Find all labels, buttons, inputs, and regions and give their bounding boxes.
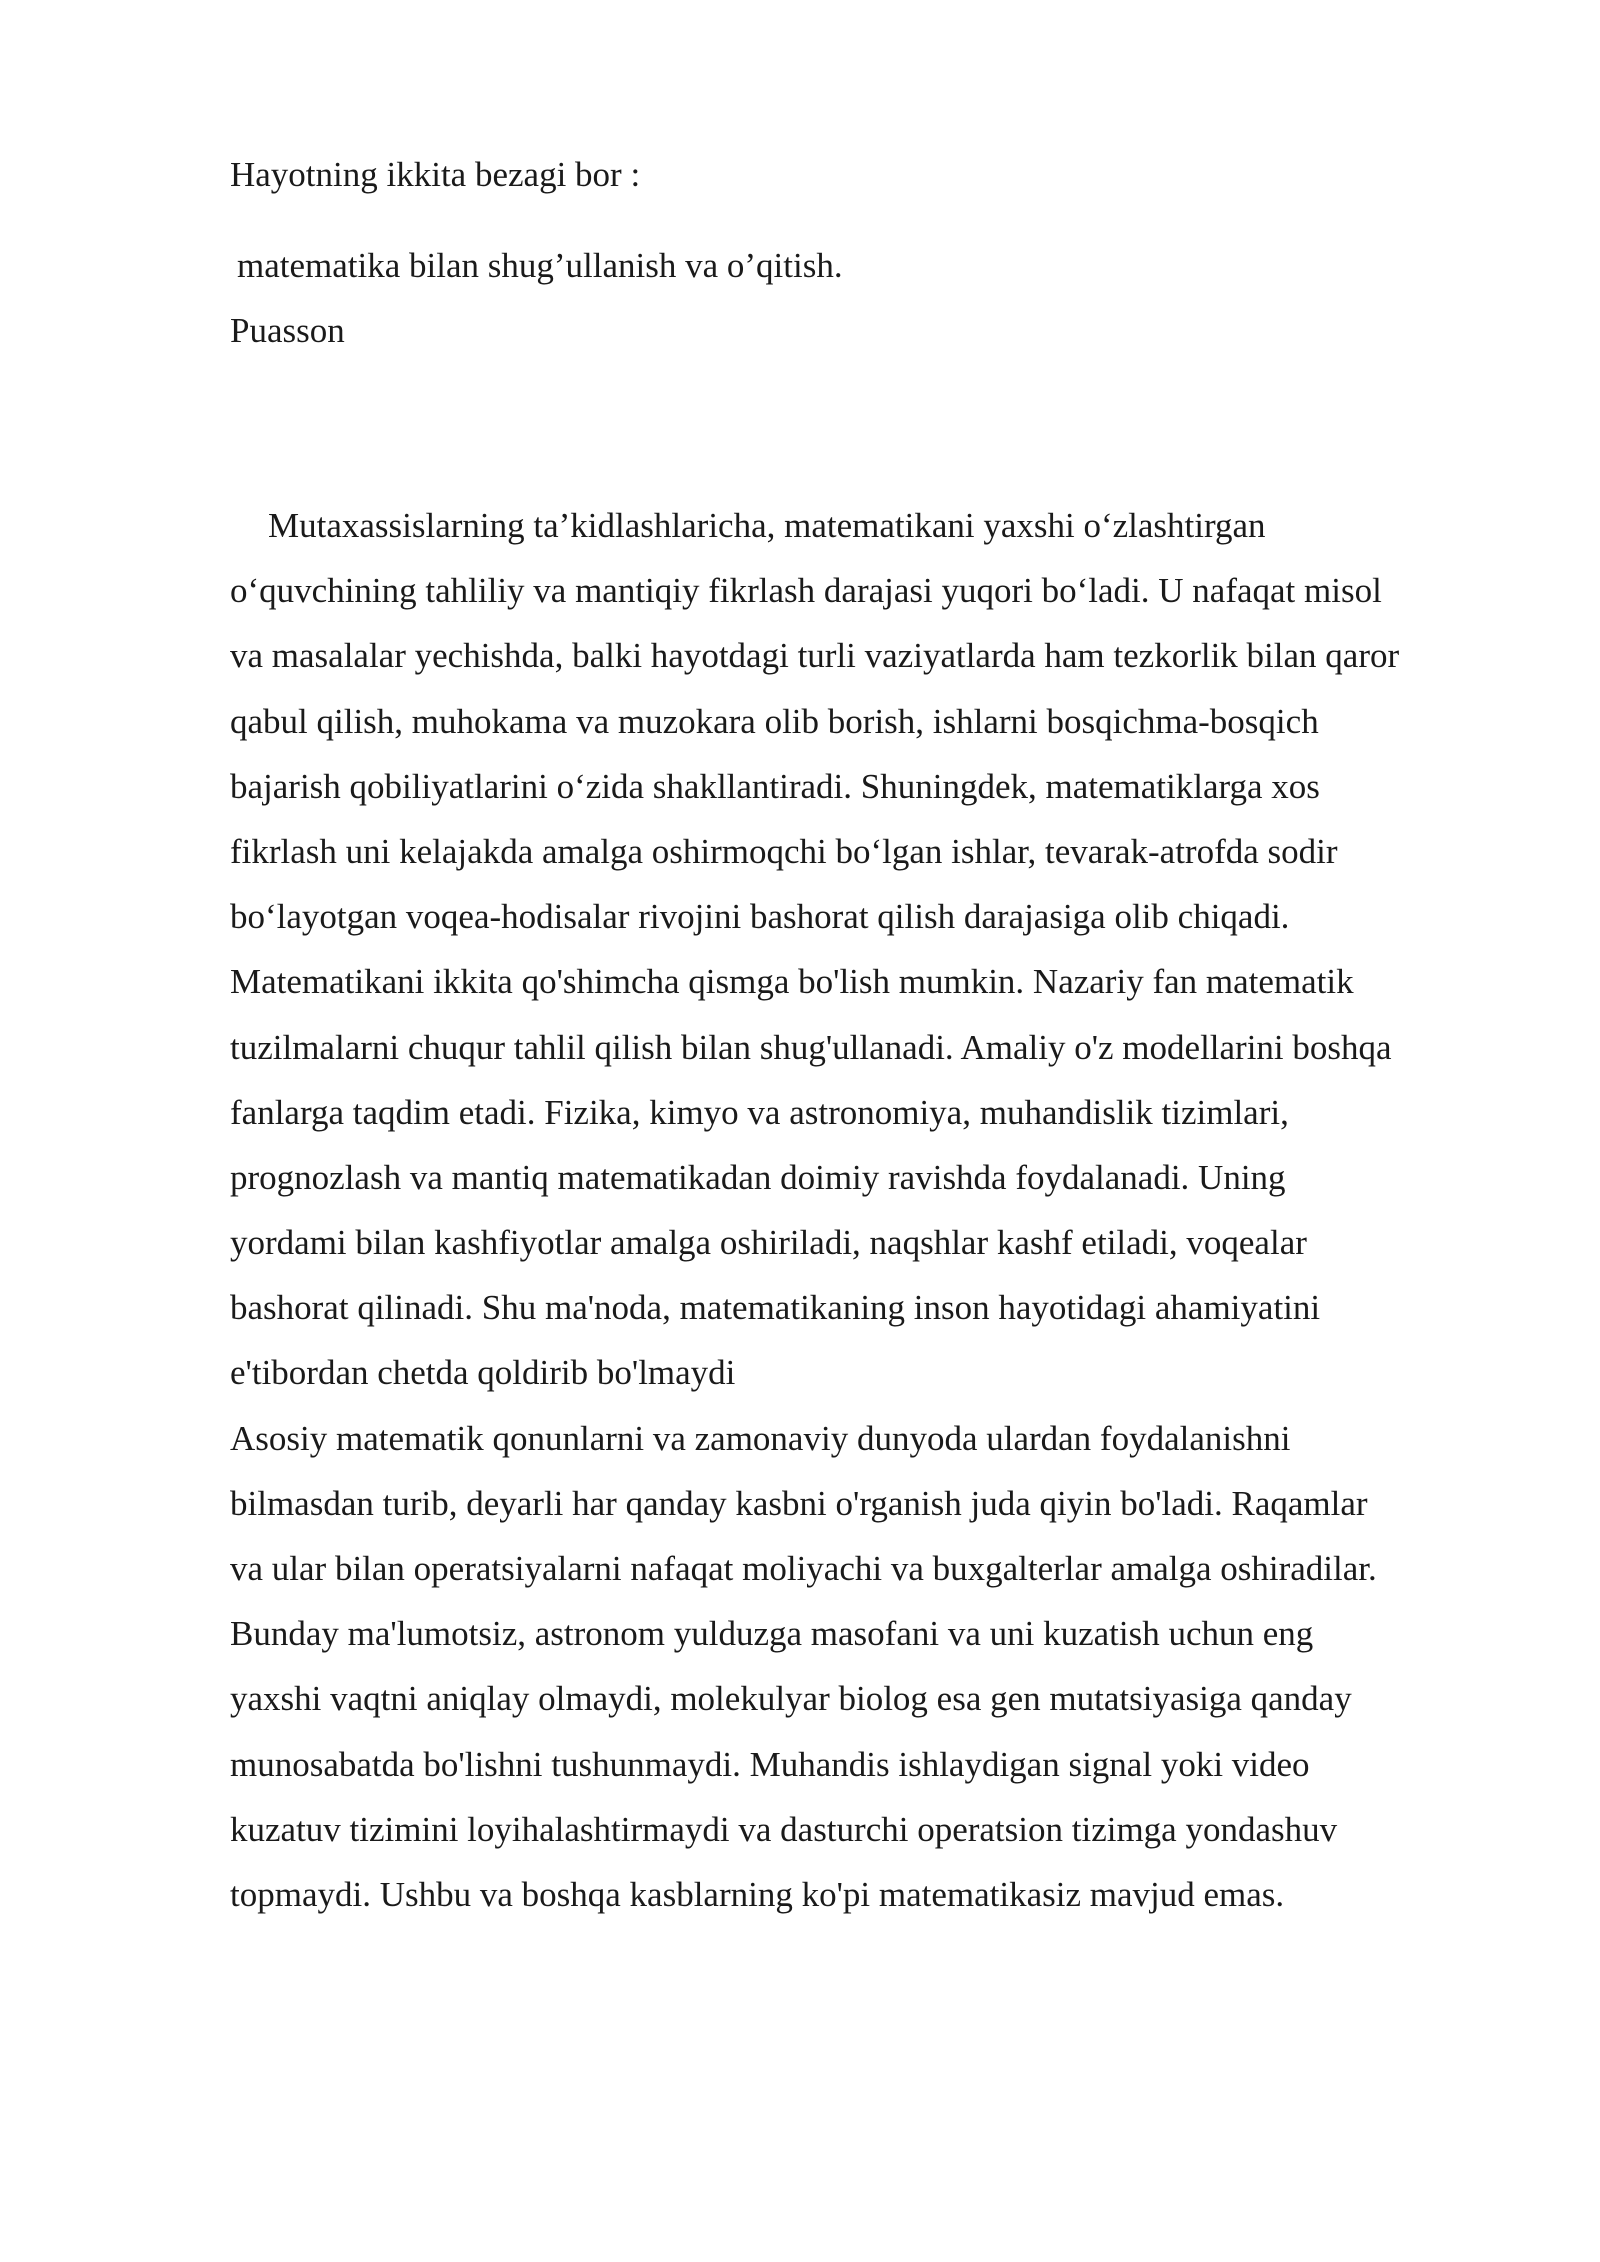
paragraph-line: bo‘layotgan voqea-hodisalar rivojini bashorat qilish darajasiga olib chiqadi. [230,897,1290,937]
paragraph-line: bilmasdan turib, deyarli har qanday kasbni o'rganish juda qiyin bo'ladi. Raqamlar [230,1483,1368,1523]
paragraph-line: fanlarga taqdim etadi. Fizika, kimyo va astronomiya, muhandislik tizimlari, [230,1092,1289,1132]
paragraph-line: yaxshi vaqtni aniqlay olmaydi, molekulyar biolog esa gen mutatsiyasiga qanday [230,1679,1352,1719]
epigraph-line: Hayotning ikkita bezagi bor : [230,155,641,194]
paragraph-line: fikrlash uni kelajakda amalga oshirmoqchi bo‘lgan ishlar, tevarak-atrofda sodir [230,831,1338,871]
paragraph-line: va ular bilan operatsiyalarni nafaqat moliyachi va buxgalterlar amalga oshiradilar. [230,1549,1377,1588]
paragraph-line: Matematikani ikkita qo'shimcha qismga bo'lish mumkin. Nazariy fan matematik [230,962,1354,1002]
paragraph-line: Asosiy matematik qonunlarni va zamonaviy dunyoda ulardan foydalanishni [230,1418,1291,1458]
paragraph-line: bashorat qilinadi. Shu ma'noda, matematikaning inson hayotidagi ahamiyatini [230,1288,1321,1328]
paragraph-line: e'tibordan chetda qoldirib bo'lmaydi [230,1353,736,1393]
paragraph-line: qabul qilish, muhokama va muzokara olib borish, ishlarni bosqichma-bosqich [230,701,1319,741]
paragraph-line: Mutaxassislarning ta’kidlashlaricha, matematikani yaxshi o‘zlashtirgan [268,506,1266,545]
epigraph-line: matematika bilan shug’ullanish va o’qitish. [237,246,843,285]
paragraph-line: o‘quvchining tahliliy va mantiqiy fikrlash darajasi yuqori bo‘ladi. U nafaqat misol [230,571,1382,611]
paragraph-line: Bunday ma'lumotsiz, astronom yulduzga masofani va uni kuzatish uchun eng [230,1614,1314,1654]
paragraph-line: prognozlash va mantiq matematikadan doimiy ravishda foydalanadi. Uning [230,1157,1286,1197]
paragraph-line: bajarish qobiliyatlarini o‘zida shakllantiradi. Shuningdek, matematiklarga xos [230,766,1320,806]
paragraph-line: kuzatuv tizimini loyihalashtirmaydi va dasturchi operatsion tizimga yondashuv [230,1809,1338,1849]
paragraph-line: va masalalar yechishda, balki hayotdagi turli vaziyatlarda ham tezkorlik bilan qaror [230,636,1400,676]
paragraph-line: yordami bilan kashfiyotlar amalga oshiriladi, naqshlar kashf etiladi, voqealar [230,1223,1307,1263]
paragraph-line: munosabatda bo'lishni tushunmaydi. Muhandis ishlaydigan signal yoki video [230,1744,1310,1784]
epigraph-author: Puasson [230,311,345,350]
paragraph-line: topmaydi. Ushbu va boshqa kasblarning ko'pi matematikasiz mavjud emas. [230,1874,1285,1914]
paragraph-line: tuzilmalarni chuqur tahlil qilish bilan shug'ullanadi. Amaliy o'z modellarini boshqa [230,1027,1392,1067]
body-text [230,493,1530,1927]
